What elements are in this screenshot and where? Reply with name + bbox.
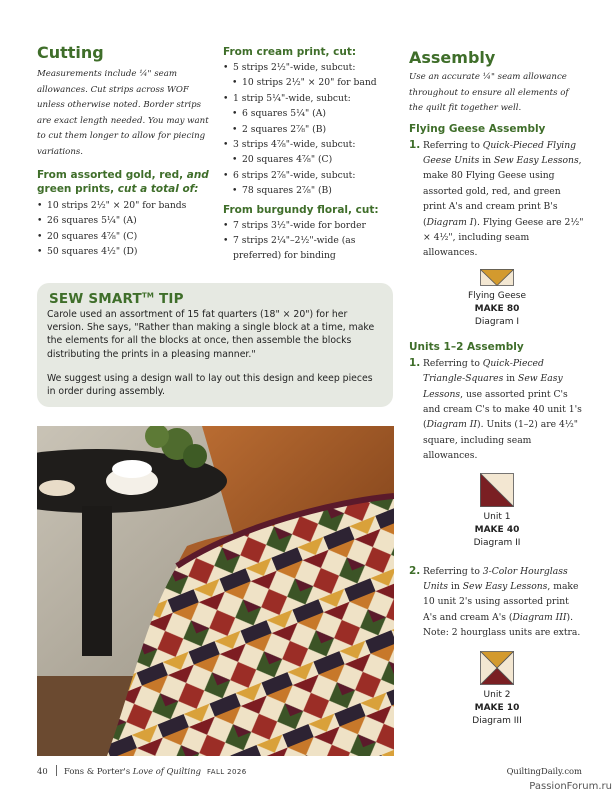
publication-name-italic: Love of Quilting [132,766,201,776]
hourglass-diagram-icon [480,651,514,685]
step-text: Referring to [423,357,483,369]
units-heading: Units 1–2 Assembly [409,340,524,353]
triangle-square-diagram-icon [480,473,514,507]
list-item: • 10 strips 2½" × 20" for bands [37,198,212,213]
diagram-3 [409,651,585,728]
quilt-photo-image [37,426,394,756]
watermark: PassionForum.ru [529,781,612,792]
tip-paragraph: We suggest using a design wall to lay out this design and keep pieces in order during assembly. [47,372,373,398]
step-text: ). Note: 2 hourglass units are extra. [423,611,581,639]
diagram-1-label: Diagram I [474,316,520,327]
diagram-3-make: MAKE 10 [474,702,520,713]
list-item: • 3 strips 4⅞"-wide, subcut: [223,137,401,152]
list-item: • 7 strips 2¼"–2½"-wide (as preferred) for binding [223,233,401,264]
list-item: • 20 squares 4⅞" (C) [223,152,401,167]
diagram-reference: Diagram I [426,216,474,228]
lesson-reference: Sew Easy Lessons [462,581,548,592]
burgundy-list [223,218,401,264]
step-text: , make 10 unit 2's using assorted print A's and cream A's ( [423,581,579,623]
assembly-section [409,48,585,728]
diagram-1-make: MAKE 80 [474,303,520,314]
cutting-section-continued [223,45,401,264]
cutting-title: Cutting [37,43,104,62]
sew-smart-tip [37,283,393,407]
page-number: 40 [37,766,48,776]
lesson-reference: Sew Easy Lessons [423,373,563,400]
tip-title-suffix: TIP [154,291,184,307]
tip-title-text: SEW SMART [49,291,142,307]
assorted-heading-and: and [186,169,209,181]
flying-geese-diagram-icon [480,269,514,286]
diagram-2-make: MAKE 40 [474,524,520,535]
step-flying-geese [409,138,585,261]
list-item: • 7 strips 3½"-wide for border [223,218,401,233]
assorted-list [37,198,212,260]
step-text: Referring to [423,139,483,151]
step-number: 1. [409,356,421,369]
lesson-reference: 3-Color Hourglass Units [423,565,568,592]
list-item: • 20 squares 4⅞" (C) [37,229,212,244]
tip-paragraph: Carole used an assortment of 15 fat quarters (18" × 20") for her version. She says, "Rather than making a single block at a time, make the elements for all the blocks at once, then assemble the blocks distributing the prints in a pleasing manner." [47,309,375,360]
step-text: ). Units (1–2) are 4½" square, including seam allowances. [423,419,578,462]
assorted-heading-part: From assorted gold, red, [37,169,187,181]
diagram-2-name: Unit 1 [483,511,511,522]
list-item: • 50 squares 4½" (D) [37,244,212,259]
cream-heading: From cream print, cut: [223,46,357,58]
diagram-3-label: Diagram III [472,715,522,726]
step-unit-1 [409,356,585,464]
step-text: Referring to [423,565,483,577]
assorted-heading-cut: cut a total of: [117,183,199,195]
cream-list [223,60,401,199]
burgundy-heading: From burgundy floral, cut: [223,203,379,216]
lesson-reference: Quick-Pieced Triangle-Squares [423,357,544,385]
list-item: • 78 squares 2⅞" (B) [223,183,401,198]
lesson-reference: Sew Easy Lessons [494,154,579,166]
assorted-heading [37,168,212,196]
list-item: • 1 strip 5¼"-wide, subcut: [223,91,401,106]
step-text: ). Flying Geese are 2½" × 4½", including seam allowances. [423,216,584,259]
assorted-heading-part: green prints, [37,183,118,195]
lesson-reference: Quick-Pieced Flying Geese Units [423,139,577,166]
step-unit-2 [409,564,585,641]
list-item: • 5 strips 2½"-wide, subcut: [223,60,401,75]
step-text: in [479,154,494,166]
issue-label: FALL 2026 [206,768,247,776]
step-number: 1. [409,138,421,151]
publication-name-part: Fons & Porter's [64,766,133,776]
assembly-title: Assembly [409,48,496,67]
flying-geese-heading: Flying Geese Assembly [409,122,546,135]
trademark-mark: TM [141,291,155,300]
step-number: 2. [409,564,421,577]
diagram-1 [409,269,585,329]
diagram-2 [409,473,585,550]
list-item: • 6 squares 5¼" (A) [223,106,401,121]
website-link[interactable]: QuiltingDaily.com [506,766,582,776]
publication-name [64,764,247,779]
step-text: in [503,373,519,385]
cutting-note: Measurements include ¼" seam allowances. Cut strips across WOF unless otherwise noted. Border strips are exact length needed. You may want to cut them longer to allow for piecing variations. [37,69,209,157]
diagram-3-name: Unit 2 [483,689,511,700]
footer-divider [56,765,57,776]
tip-title [49,291,383,307]
step-text: in [448,581,463,592]
assembly-note: Use an accurate ¼" seam allowance throughout to ensure all elements of the quilt fit together well. [409,72,569,113]
step-text: , use assorted print C's and cream C's to make 40 unit 1's ( [423,388,582,431]
diagram-1-name: Flying Geese [467,290,527,301]
diagram-2-label: Diagram II [473,537,521,548]
list-item: • 26 squares 5¼" (A) [37,213,212,228]
list-item: • 6 strips 2⅞"-wide, subcut: [223,168,401,183]
diagram-reference: Diagram II [426,419,478,431]
diagram-reference: Diagram III [512,611,567,623]
list-item: • 2 squares 2⅞" (B) [223,122,401,137]
page-footer [37,764,582,778]
step-text: , make 80 Flying Geese using assorted gold, red, and green print A's and cream print B's ( [423,154,582,228]
quilt-photo [37,426,394,756]
list-item: • 10 strips 2½" × 20" for band [223,75,401,90]
cutting-section [37,43,212,260]
